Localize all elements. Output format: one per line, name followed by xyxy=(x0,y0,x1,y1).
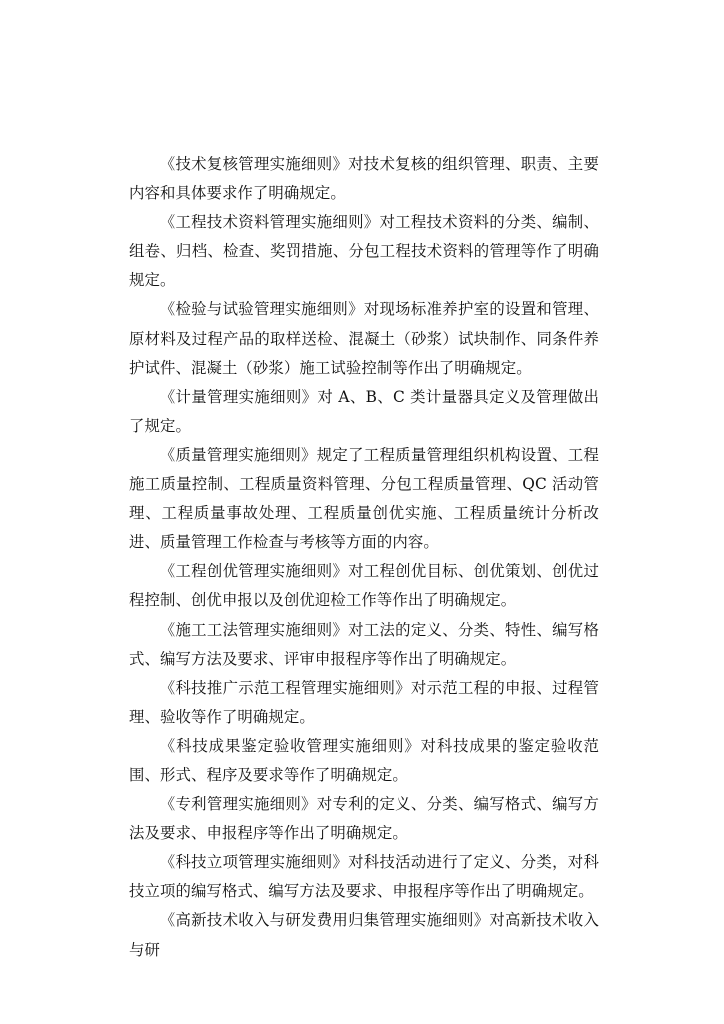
paragraph-inspection-testing: 《检验与试验管理实施细则》对现场标准养护室的设置和管理、原材料及过程产品的取样送检、混凝土（砂浆）试块制作、同条件养护试件、混凝土（砂浆）施工试验控制等作出了明确规定。 xyxy=(129,300,599,377)
document-page xyxy=(129,150,599,965)
paragraph-technical-review: 《技术复核管理实施细则》对技术复核的组织管理、职责、主要内容和具体要求作了明确规定。 xyxy=(129,155,599,203)
paragraph-metrology: 《计量管理实施细则》对 A、B、C 类计量器具定义及管理做出了规定。 xyxy=(129,387,599,435)
paragraph-demonstration-projects: 《科技推广示范工程管理实施细则》对示范工程的申报、过程管理、验收等作了明确规定。 xyxy=(129,678,599,726)
paragraph-project-excellence: 《工程创优管理实施细则》对工程创优目标、创优策划、创优过程控制、创优申报以及创优迎检工作等作出了明确规定。 xyxy=(129,562,599,610)
paragraph-construction-methods: 《施工工法管理实施细则》对工法的定义、分类、特性、编写格式、编写方法及要求、评审申报程序等作出了明确规定。 xyxy=(129,620,599,668)
paragraph-quality-management: 《质量管理实施细则》规定了工程质量管理组织机构设置、工程施工质量控制、工程质量资料管理、分包工程质量管理、QC 活动管理、工程质量事故处理、工程质量创优实施、工程质量统计分析改进、质量管理工作检查与考核等方面的内容。 xyxy=(129,445,599,552)
paragraph-project-initiation: 《科技立项管理实施细则》对科技活动进行了定义、分类，对科技立项的编写格式、编写方法及要求、申报程序等作出了明确规定。 xyxy=(129,853,599,901)
paragraph-technical-documents: 《工程技术资料管理实施细则》对工程技术资料的分类、编制、组卷、归档、检查、奖罚措施、分包工程技术资料的管理等作了明确规定。 xyxy=(129,213,599,290)
paragraph-achievement-appraisal: 《科技成果鉴定验收管理实施细则》对科技成果的鉴定验收范围、形式、程序及要求等作了明确规定。 xyxy=(129,736,599,784)
paragraph-high-tech-income: 《高新技术收入与研发费用归集管理实施细则》对高新技术收入与研 xyxy=(129,911,599,959)
paragraph-patents: 《专利管理实施细则》对专利的定义、分类、编写格式、编写方法及要求、申报程序等作出了明确规定。 xyxy=(129,795,599,843)
